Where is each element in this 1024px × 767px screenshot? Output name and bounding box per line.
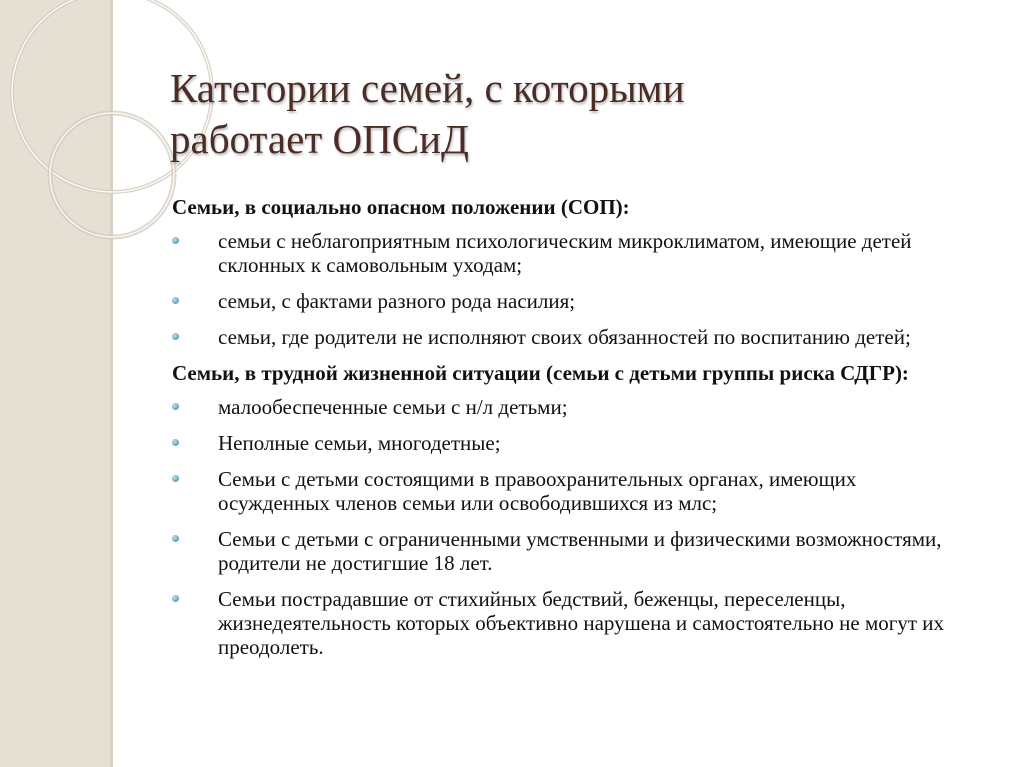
list-item: Семьи с детьми с ограниченными умственными и физическими возможностями, родители не достигшие 18 лет. [172, 527, 972, 575]
list-item: семьи, где родители не исполняют своих обязанностей по воспитанию детей; [172, 325, 972, 349]
bullet-icon [172, 475, 179, 482]
bullet-icon [172, 297, 179, 304]
bullet-icon [172, 333, 179, 340]
bullet-icon [172, 237, 179, 244]
list-item: семьи, с фактами разного рода насилия; [172, 289, 972, 313]
list-item: семьи с неблагоприятным психологическим микроклиматом, имеющие детей склонных к самовольным уходам; [172, 229, 972, 277]
title-line-2: работает ОПСиД [170, 116, 469, 162]
list-item: Семьи с детьми состоящими в правоохранительных органах, имеющих осужденных членов семьи или освободившихся из млс; [172, 467, 972, 515]
deco-circle-small-highlight [50, 113, 174, 237]
bullet-icon [172, 595, 179, 602]
slide-content [172, 195, 972, 671]
bullet-icon [172, 403, 179, 410]
list-item: малообеспеченные семьи с н/л детьми; [172, 395, 972, 419]
list-item: Неполные семьи, многодетные; [172, 431, 972, 455]
bullet-icon [172, 439, 179, 446]
title-line-1: Категории семей, с которыми [170, 65, 685, 111]
section-heading-sdgr: Семьи, в трудной жизненной ситуации (семьи с детьми группы риска СДГР): [172, 361, 909, 385]
section-heading-sop: Семьи, в социально опасном положении (СОП): [172, 195, 630, 219]
bullet-icon [172, 535, 179, 542]
sop-list [172, 229, 972, 349]
slide-title [170, 63, 970, 165]
list-item: Семьи пострадавшие от стихийных бедствий, беженцы, переселенцы, жизнедеятельность которых объективно нарушена и самостоятельно не могут их преодолеть. [172, 587, 972, 659]
sdgr-list [172, 395, 972, 659]
